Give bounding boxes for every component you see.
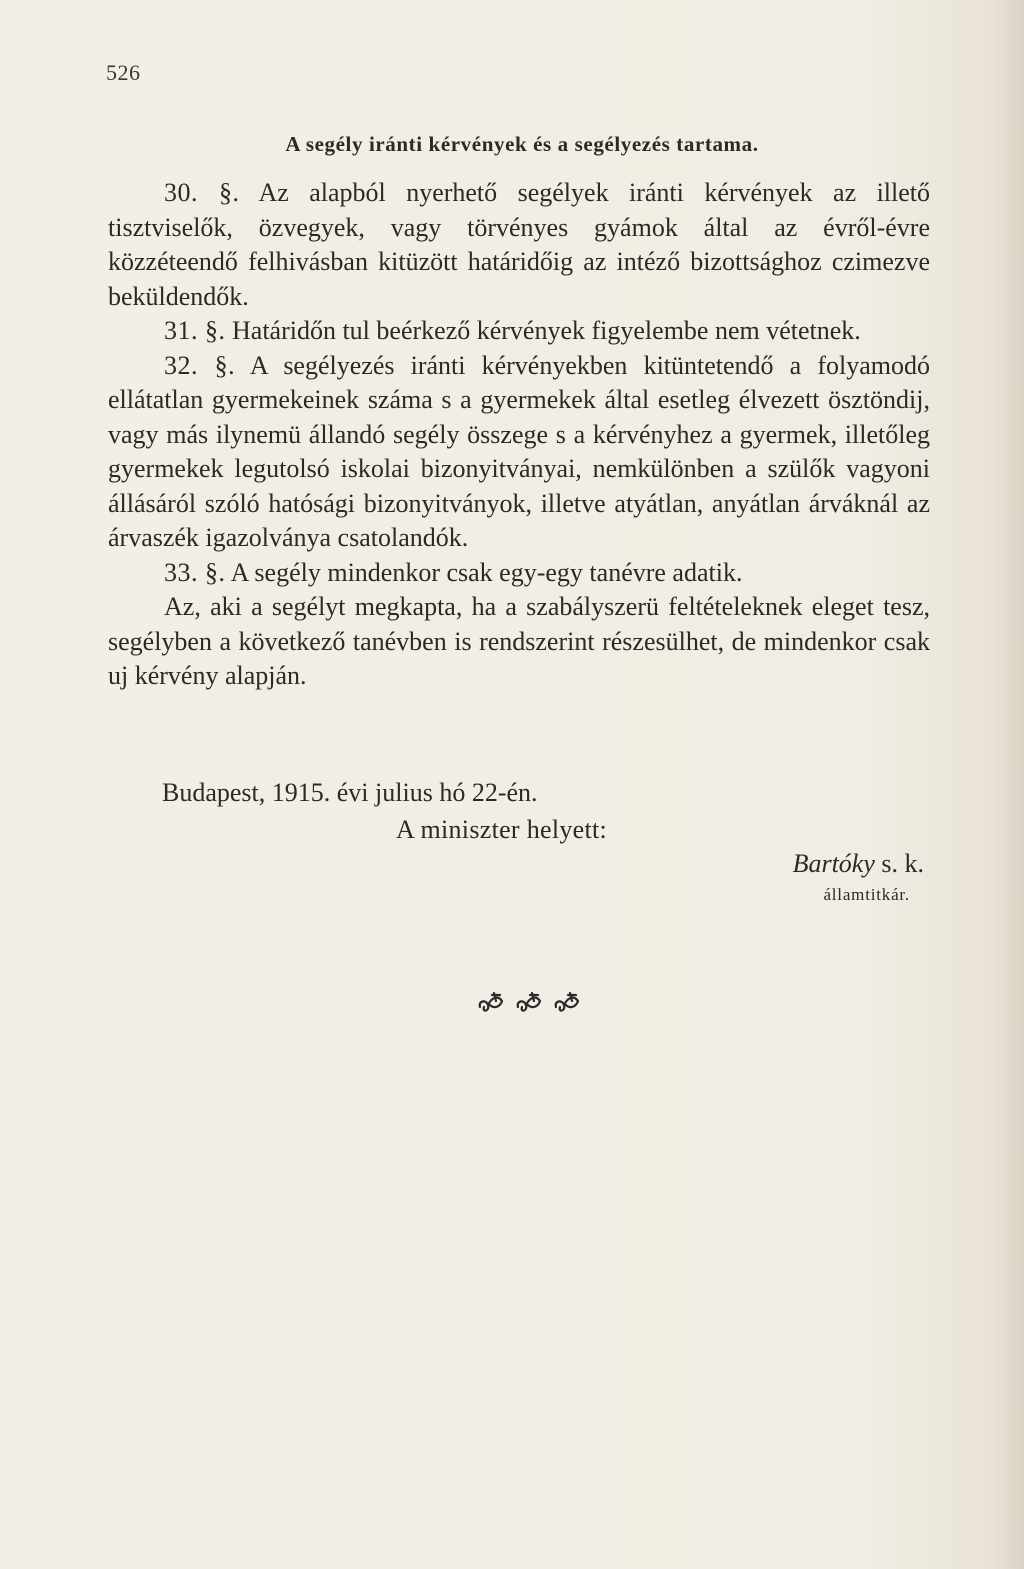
page-number: 526 — [106, 60, 141, 85]
section-number: 32. §. — [164, 350, 236, 380]
paragraph-text: A segély mindenkor csak egy-egy tanévre adatik. — [230, 557, 743, 587]
body-text — [108, 176, 930, 694]
paragraph-33 — [108, 556, 930, 591]
paragraph-31 — [108, 314, 930, 349]
paragraph-30 — [108, 176, 930, 314]
place-date: Budapest, 1915. évi julius hó 22-én. — [162, 778, 538, 807]
section-number: 30. §. — [164, 178, 240, 207]
section-heading: A segély iránti kérvények és a segélyezés tartama. — [285, 132, 759, 156]
paragraph-text: Az alapból nyerhető segélyek iránti kérvények az illető tisztviselők, özvegyek, vagy törvényes gyámok által az évről-évre közzéteendő felhivásban kitüzött határidőig az intéző bizottsághoz czimezve beküldendők. — [108, 178, 930, 311]
signature-suffix: s. k. — [881, 849, 924, 878]
signature — [793, 849, 924, 879]
paragraph-text: A segélyezés iránti kérvényekben kitüntetendő a folyamodó ellátatlan gyermekeinek száma s a gyermekek által esetleg élvezett ösztöndij, vagy más ilynemü állandó segély összege s a kérvényhez a gyermek, illetőleg gyermekek legutolsó iskolai bizonyitványai, nemkülönben a szülők vagyoni állásáról szóló hatósági bizonyitványok, illetve atyátlan, anyátlan árváknál az árvaszék igazolványa csatolandók. — [108, 350, 930, 552]
deputy-line: A miniszter helyett: — [396, 815, 608, 844]
section-number: 33. §. — [164, 557, 226, 587]
section-number: 31. §. — [164, 316, 226, 345]
paragraph-text: Határidőn tul beérkező kérvények figyelembe nem vétetnek. — [232, 316, 861, 345]
paragraph-32 — [108, 349, 930, 556]
signatory-role: államtitkár. — [823, 885, 910, 904]
paragraph-33-continued — [108, 590, 930, 694]
signature-name: Bartóky — [792, 849, 875, 878]
fleuron-ornament-icon — [474, 985, 594, 1015]
paragraph-text: Az, aki a segélyt megkapta, ha a szabályszerü feltételeknek eleget tesz, segélyben a következő tanévben is rendszerint részesülhet, de mindenkor csak uj kérvény alapján. — [108, 592, 930, 690]
